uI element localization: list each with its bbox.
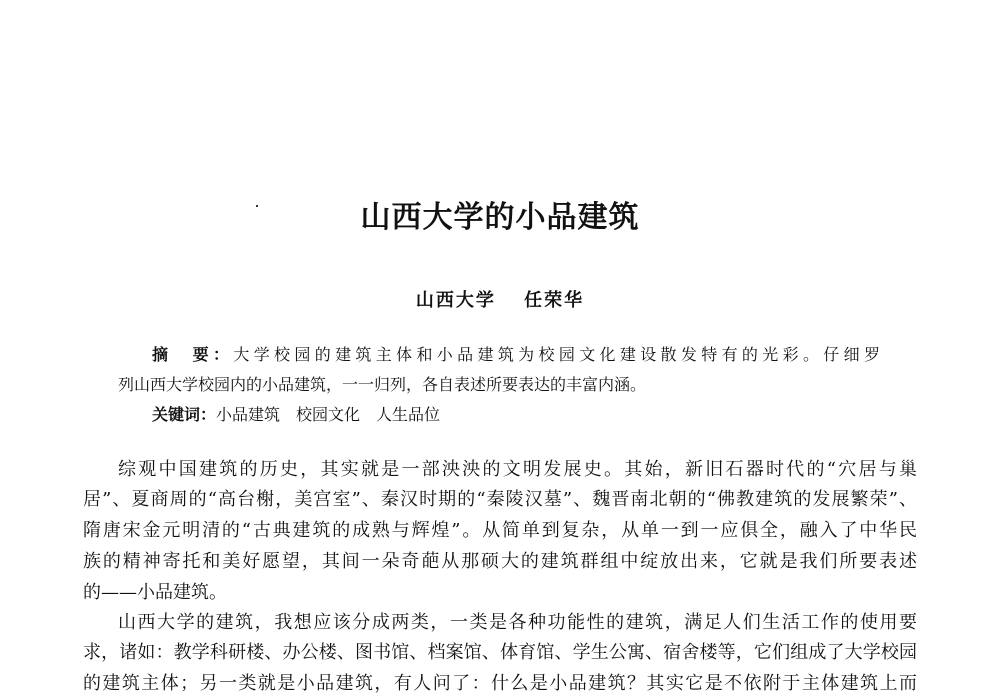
body-line: 的——小品建筑。	[83, 582, 227, 603]
keywords-line	[152, 404, 552, 426]
keywords-text: 小品建筑 校园文化 人生品位	[216, 405, 441, 424]
author-name: 任荣华	[524, 290, 585, 311]
body-line: 山西大学的建筑，我想应该分成两类，一类是各种功能性的建筑，满足人们生活工作的使用要	[118, 612, 917, 633]
abstract-label: 摘 要：	[152, 345, 234, 364]
body-line: 的建筑主体；另一类就是小品建筑，有人问了：什么是小品建筑？其实它是不依附于主体建筑上而	[83, 673, 917, 694]
abstract-line-2: 列山西大学校园内的小品建筑，一一归列，各自表述所要表达的丰富内涵。	[118, 375, 647, 394]
abstract-text: 大学校园的建筑主体和小品建筑为校园文化建设散发特有的光彩。仔细罗	[233, 345, 880, 364]
author-line	[0, 286, 1000, 312]
body-line: 居”、夏商周的“高台榭，美宫室”、秦汉时期的“秦陵汉墓”、魏晋南北朝的“佛教建筑的发展繁荣”、	[83, 489, 917, 510]
body-line: 隋唐宋金元明清的“古典建筑的成熟与辉煌”。从简单到复杂，从单一到一应俱全，融入了中华民	[83, 520, 917, 541]
keywords-label: 关键词：	[152, 405, 217, 424]
body-line: 求，诸如：教学科研楼、办公楼、图书馆、档案馆、体育馆、学生公寓、宿舍楼等，它们组成了大学校园	[83, 642, 917, 663]
body-line: 综观中国建筑的历史，其实就是一部泱泱的文明发展史。其始，新旧石器时代的“穴居与巢	[118, 459, 917, 480]
paper-title: 山西大学的小品建筑	[360, 200, 640, 235]
abstract-line-1	[152, 344, 880, 366]
author-affiliation: 山西大学	[415, 290, 496, 311]
body-line: 族的精神寄托和美好愿望，其间一朵奇葩从那硕大的建筑群组中绽放出来，它就是我们所要表述	[83, 551, 917, 572]
